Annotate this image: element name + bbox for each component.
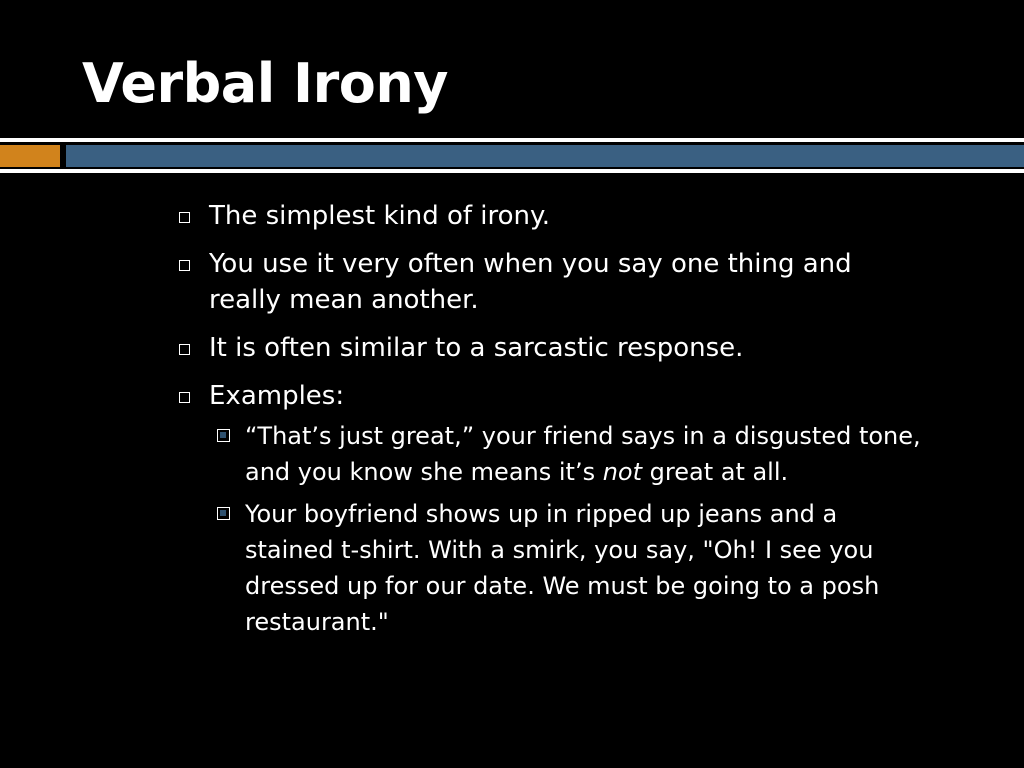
example-item <box>212 418 925 490</box>
example-emphasis: not <box>602 458 643 486</box>
example-item <box>212 496 925 640</box>
hollow-square-icon <box>179 212 190 223</box>
filled-square-bullet-icon <box>217 429 230 442</box>
brand-bar <box>66 145 1024 167</box>
bullet-item <box>176 378 976 414</box>
accent-bar <box>0 145 60 167</box>
examples-list <box>176 418 976 640</box>
bullet-text: It is often similar to a sarcastic response. <box>209 333 744 363</box>
slide-title: Verbal Irony <box>82 52 448 115</box>
filled-square-bullet-icon <box>217 507 230 520</box>
example-text: Your boyfriend shows up in ripped up jeans and a stained t-shirt. With a smirk, you say, "Oh! I see you dressed up for our date. We must be going to a posh restaurant." <box>245 500 880 636</box>
example-text-after: great at all. <box>642 458 789 486</box>
example-text-before: “That’s just great,” your friend says in a disgusted tone, and you know she means it’s <box>245 422 921 486</box>
title-divider-top <box>0 138 1024 142</box>
hollow-square-icon <box>179 260 190 271</box>
bullet-item <box>176 330 976 366</box>
slide-content <box>176 198 976 642</box>
title-divider-bottom <box>0 169 1024 173</box>
bullet-item <box>176 246 976 318</box>
hollow-square-icon <box>179 392 190 403</box>
bullet-item <box>176 198 976 234</box>
bullet-text: The simplest kind of irony. <box>209 201 550 231</box>
bullet-text: Examples: <box>209 381 345 411</box>
bullet-text: You use it very often when you say one thing and really mean another. <box>209 249 852 315</box>
hollow-square-icon <box>179 344 190 355</box>
